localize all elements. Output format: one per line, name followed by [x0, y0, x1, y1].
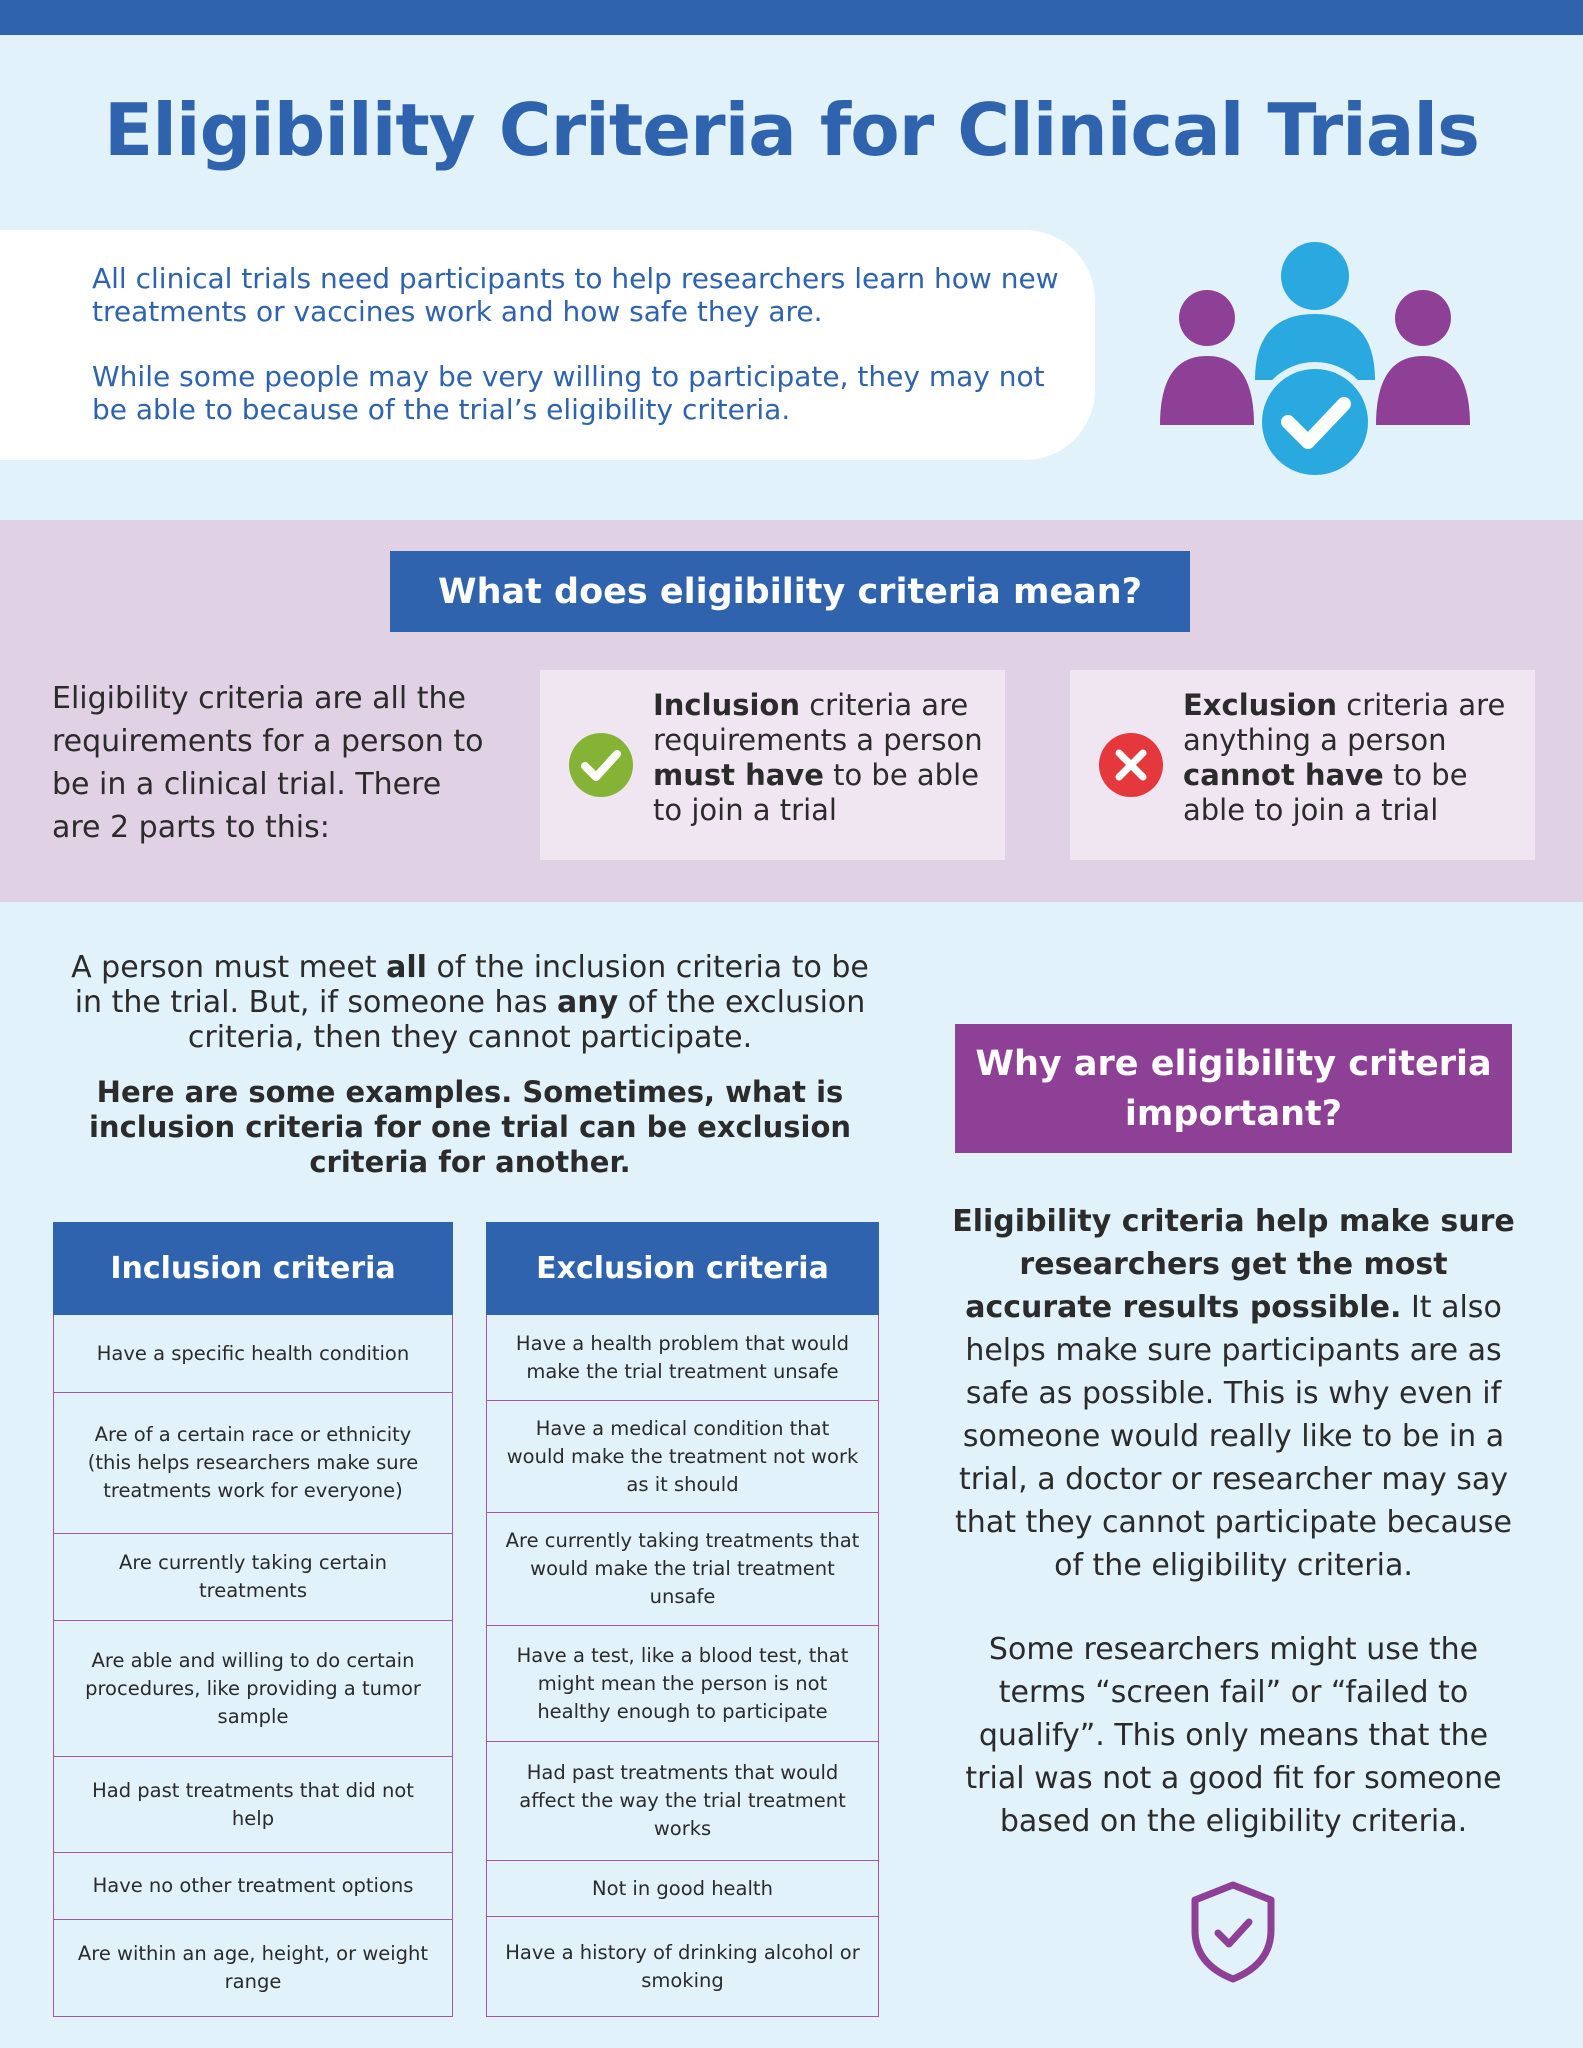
- why-header: Why are eligibility criteria important?: [955, 1024, 1512, 1153]
- inclusion-table: [53, 1222, 453, 2017]
- people-group-check-icon: [1155, 240, 1475, 480]
- why-paragraph-1: [945, 1200, 1522, 1587]
- table-row: Have no other treatment options: [53, 1853, 453, 1920]
- shield-check-icon: [1187, 1880, 1279, 1984]
- examples-intro: Here are some examples. Sometimes, what is inclusion criteria for one trial can be exclusion criteria for another.: [88, 1075, 852, 1179]
- why-paragraph-2: Some researchers might use the terms “screen fail” or “failed to qualify”. This only means that the trial was not a good fit for someone based on the eligibility criteria.: [965, 1632, 1502, 1839]
- intro-paragraph-2: While some people may be very willing to participate, they may not be able to because of the trial’s eligibility criteria.: [92, 360, 1045, 426]
- page-title: Eligibility Criteria for Clinical Trials: [104, 88, 1479, 172]
- exclusion-definition-card: [1070, 670, 1535, 860]
- inclusion-definition-part-1: criteria are requirements a person: [653, 688, 983, 757]
- table-row: Not in good health: [486, 1861, 879, 1917]
- exclusion-term: Exclusion: [1183, 688, 1338, 722]
- rule-any: any: [557, 985, 619, 1020]
- inclusion-table-header: Inclusion criteria: [53, 1222, 453, 1315]
- x-circle-icon: [1098, 732, 1164, 798]
- table-row: Have a medical condition that would make the treatment not work as it should: [486, 1401, 879, 1513]
- inclusion-emphasis: must have: [653, 758, 824, 792]
- inclusion-definition-part-2: to be able to join a trial: [653, 758, 979, 827]
- check-circle-icon: [568, 732, 634, 798]
- rule-all: all: [386, 950, 427, 985]
- inclusion-definition-card: [540, 670, 1005, 860]
- table-row: Are within an age, height, or weight range: [53, 1920, 453, 2017]
- table-row: Are currently taking treatments that would make the trial treatment unsafe: [486, 1513, 879, 1626]
- exclusion-definition-part-1: criteria are anything a person: [1183, 688, 1506, 757]
- table-row: Have a test, like a blood test, that might mean the person is not healthy enough to participate: [486, 1626, 879, 1742]
- exclusion-table: [486, 1222, 879, 2017]
- rule-part-a: A person must meet: [71, 950, 387, 985]
- table-row: Are of a certain race or ethnicity (this helps researchers make sure treatments work for everyone): [53, 1393, 453, 1534]
- table-row: Have a specific health condition: [53, 1315, 453, 1393]
- rule-text: [60, 950, 880, 1055]
- top-bar: [0, 0, 1583, 35]
- rule-part-c: of the exclusion criteria, then they cannot participate.: [187, 985, 866, 1055]
- exclusion-emphasis: cannot have: [1183, 758, 1384, 792]
- table-row: Had past treatments that would affect the way the trial treatment works: [486, 1742, 879, 1861]
- inclusion-term: Inclusion: [653, 688, 800, 722]
- table-row: Had past treatments that did not help: [53, 1757, 453, 1853]
- why-paragraph-1-bold: Eligibility criteria help make sure researchers get the most accurate results possible.: [952, 1204, 1515, 1325]
- inclusion-definition-text: [653, 688, 993, 828]
- exclusion-table-header: Exclusion criteria: [486, 1222, 879, 1315]
- intro-paragraph-1: All clinical trials need participants to help researchers learn how new treatments or vaccines work and how safe they are.: [92, 262, 1059, 328]
- definition-text: Eligibility criteria are all the requirements for a person to be in a clinical trial. There are 2 parts to this:: [52, 681, 484, 845]
- table-row: Have a health problem that would make the trial treatment unsafe: [486, 1315, 879, 1401]
- why-paragraph-1-rest: It also helps make sure participants are as safe as possible. This is why even if someone would really like to be in a trial, a doctor or researcher may say that they cannot participate because of the eligibility criteria.: [955, 1290, 1512, 1583]
- exclusion-definition-text: [1183, 688, 1523, 828]
- definition-header: What does eligibility criteria mean?: [390, 551, 1190, 632]
- exclusion-definition-part-2: to be able to join a trial: [1183, 758, 1468, 827]
- rule-part-b: of the inclusion criteria to be in the trial. But, if someone has: [74, 950, 869, 1020]
- table-row: Are able and willing to do certain procedures, like providing a tumor sample: [53, 1621, 453, 1757]
- table-row: Are currently taking certain treatments: [53, 1534, 453, 1621]
- table-row: Have a history of drinking alcohol or smoking: [486, 1917, 879, 2017]
